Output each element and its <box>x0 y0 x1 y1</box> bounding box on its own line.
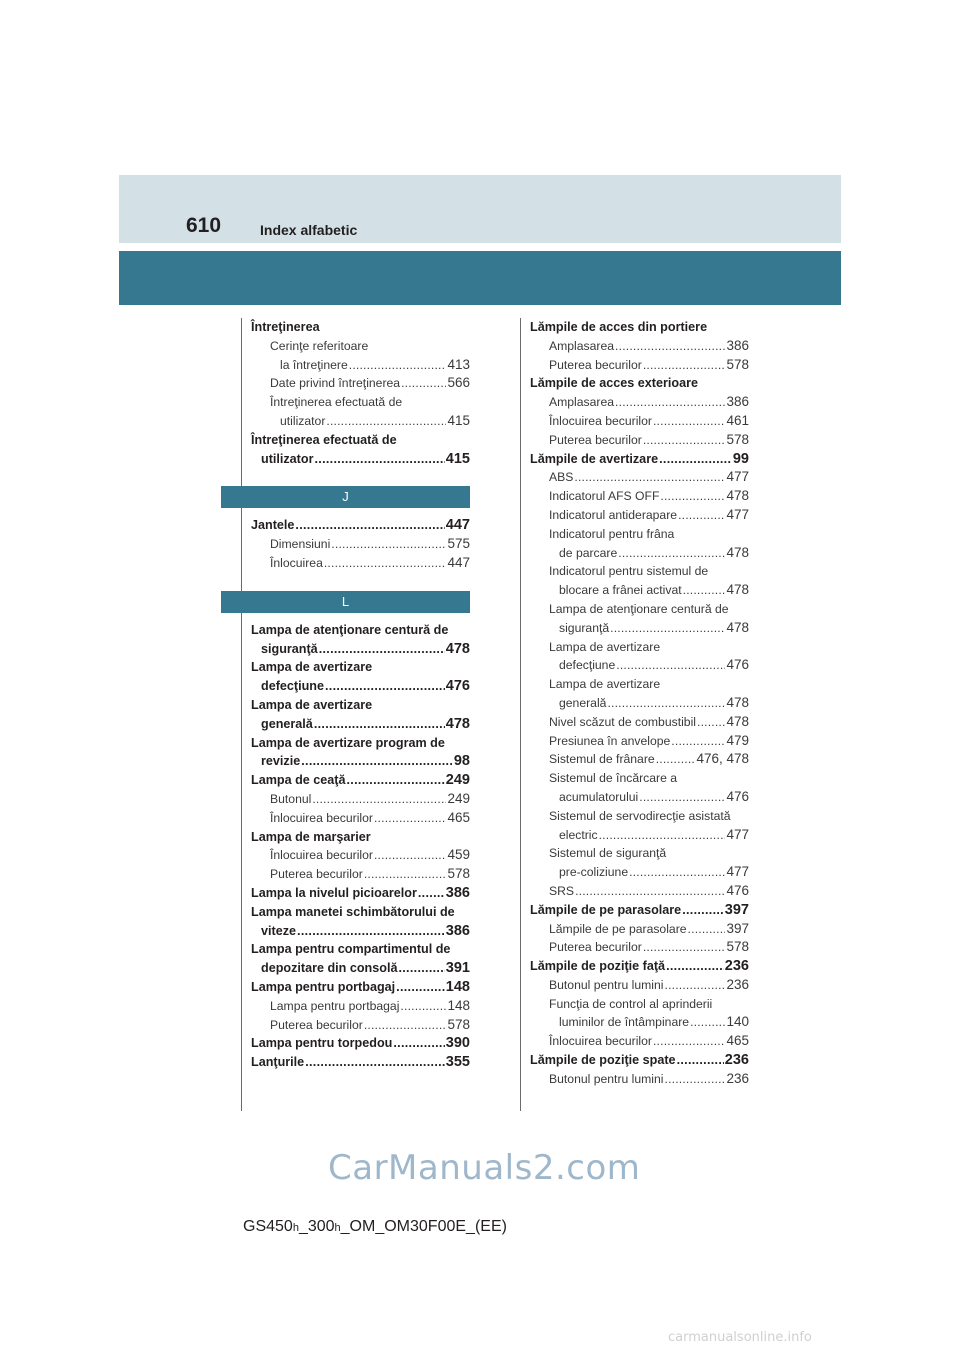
entry-page-ref[interactable]: 459 <box>447 847 470 863</box>
leader-dots <box>660 487 725 506</box>
entry-page-ref[interactable]: 386 <box>726 337 749 353</box>
leader-dots <box>643 938 726 957</box>
index-subentry <box>251 846 470 865</box>
leader-dots <box>607 694 725 713</box>
entry-label: Indicatorul antiderapare <box>549 507 678 522</box>
leader-dots <box>610 619 725 638</box>
entry-label: luminilor de întâmpinare <box>559 1015 690 1030</box>
leader-dots <box>643 356 726 375</box>
leader-dots <box>665 976 726 995</box>
leader-dots <box>297 922 445 941</box>
index-subentry <box>530 694 749 713</box>
index-subheading: Sistemul de servodirecţie asistată <box>549 808 731 823</box>
index-entry <box>251 516 470 535</box>
leader-dots <box>314 450 444 469</box>
entry-label: defecţiune <box>559 658 616 673</box>
leader-dots <box>349 356 447 375</box>
entry-page-ref[interactable]: 236 <box>724 1052 749 1069</box>
entry-page-ref[interactable]: 575 <box>447 536 470 552</box>
index-subheading: Indicatorul pentru frâna <box>549 526 675 541</box>
leader-dots <box>364 1016 447 1035</box>
index-subentry <box>530 788 749 807</box>
entry-label: utilizator <box>280 413 326 428</box>
entry-page-ref[interactable]: 249 <box>447 790 470 806</box>
entry-label: electric <box>559 827 598 842</box>
entry-page-ref[interactable]: 477 <box>726 826 749 842</box>
index-heading: Lămpile de acces din portiere <box>530 320 708 334</box>
index-heading: Lampa de avertizare <box>251 660 373 675</box>
entry-page-ref[interactable]: 478 <box>726 544 749 560</box>
entry-page-ref[interactable]: 249 <box>445 772 470 789</box>
entry-page-ref[interactable]: 478 <box>445 715 470 732</box>
index-subentry <box>530 337 749 356</box>
leader-dots <box>659 450 732 469</box>
entry-label: Înlocuirea becurilor <box>270 848 373 863</box>
leader-dots <box>312 790 446 809</box>
entry-label: Butonul <box>270 791 312 806</box>
index-subentry <box>530 1070 749 1089</box>
entry-label: Puterea becurilor <box>549 940 642 955</box>
entry-label: Date privind întreţinerea <box>270 376 401 391</box>
entry-page-ref[interactable]: 236 <box>726 976 749 992</box>
leader-dots <box>326 412 446 431</box>
entry-label: Înlocuirea becurilor <box>549 413 652 428</box>
entry-label: Lampa de ceaţă <box>251 773 346 788</box>
leader-dots <box>401 374 446 393</box>
index-subentry <box>530 581 749 600</box>
entry-page-ref[interactable]: 478 <box>726 619 749 635</box>
entry-page-ref[interactable]: 477 <box>726 469 749 485</box>
index-subheading: Indicatorul pentru sistemul de <box>549 564 709 579</box>
index-subentry <box>251 1016 470 1035</box>
index-subentry <box>251 356 470 375</box>
index-subentry <box>530 619 749 638</box>
leader-dots <box>314 715 445 734</box>
leader-dots <box>393 1034 444 1053</box>
index-subheading: Lampa de avertizare <box>549 677 661 692</box>
entry-label: Lămpile de avertizare <box>530 451 659 466</box>
index-entry <box>251 922 470 941</box>
leader-dots <box>616 656 725 675</box>
index-subheading: Cerinţe referitoare <box>270 338 369 353</box>
index-heading: Lampa de atenţionare centură de <box>251 622 449 637</box>
index-subentry <box>530 826 749 845</box>
footer-model-suffix: _OM_OM30F00E_(EE) <box>340 1218 507 1235</box>
index-subentry <box>251 790 470 809</box>
entry-page-ref[interactable]: 447 <box>447 554 470 570</box>
index-subentry <box>251 809 470 828</box>
entry-page-ref[interactable]: 476 <box>726 788 749 804</box>
entry-page-ref[interactable]: 476 <box>726 882 749 898</box>
footer-model-prefix: GS450 <box>243 1218 293 1235</box>
index-subentry <box>251 374 470 393</box>
entry-page-ref[interactable]: 386 <box>445 884 470 901</box>
entry-page-ref[interactable]: 413 <box>447 356 470 372</box>
leader-dots <box>599 826 726 845</box>
entry-page-ref[interactable]: 477 <box>726 864 749 880</box>
entry-label: Jantele <box>251 518 295 533</box>
entry-label: Lampa pentru portbagaj <box>270 998 400 1013</box>
entry-label: Indicatorul AFS OFF <box>549 489 660 504</box>
entry-page-ref[interactable]: 578 <box>726 431 749 447</box>
entry-page-ref[interactable]: 148 <box>445 978 470 995</box>
entry-label: revizie <box>261 754 301 769</box>
leader-dots <box>319 640 445 659</box>
entry-page-ref[interactable]: 566 <box>447 375 470 391</box>
index-subentry <box>251 535 470 554</box>
index-entry <box>251 1034 470 1053</box>
index-entry <box>251 884 470 903</box>
leader-dots <box>653 1032 725 1051</box>
leader-dots <box>575 882 725 901</box>
leader-dots <box>347 771 445 790</box>
index-subentry <box>251 554 470 573</box>
leader-dots <box>683 581 726 600</box>
entry-page-ref[interactable]: 578 <box>726 356 749 372</box>
entry-page-ref[interactable]: 355 <box>445 1054 470 1071</box>
entry-label: defecţiune <box>261 679 324 694</box>
entry-page-ref[interactable]: 415 <box>447 412 470 428</box>
page-number: 610 <box>186 214 222 237</box>
leader-dots <box>615 393 725 412</box>
index-subheading: Lampa de atenţionare centură de <box>549 601 729 616</box>
header-band <box>119 175 841 243</box>
left-column-rule <box>241 318 242 1111</box>
entry-label: blocare a frânei activat <box>559 583 682 598</box>
index-subentry <box>530 750 749 769</box>
entry-page-ref[interactable]: 390 <box>445 1035 470 1052</box>
index-entry <box>251 959 470 978</box>
index-column-right <box>530 318 749 1089</box>
index-entry <box>251 771 470 790</box>
index-subheading: Sistemul de încărcare a <box>549 771 678 786</box>
leader-dots <box>574 468 725 487</box>
index-subentry <box>530 468 749 487</box>
index-entry <box>251 640 470 659</box>
footer-model-code <box>243 1218 507 1236</box>
index-heading: Lămpile de acces exterioare <box>530 376 699 391</box>
index-subentry <box>530 356 749 375</box>
leader-dots <box>396 978 445 997</box>
leader-dots <box>615 337 725 356</box>
entry-label: Lămpile de pe parasolare <box>549 921 687 936</box>
entry-page-ref[interactable]: 478 <box>726 694 749 710</box>
entry-label: Înlocuirea becurilor <box>549 1034 652 1049</box>
entry-label: Puterea becurilor <box>270 867 363 882</box>
entry-page-ref[interactable]: 447 <box>445 517 470 534</box>
entry-page-ref[interactable]: 140 <box>726 1014 749 1030</box>
entry-page-ref[interactable]: 478 <box>726 582 749 598</box>
leader-dots <box>690 1013 725 1032</box>
entry-page-ref[interactable]: 476, 478 <box>696 751 749 767</box>
leader-dots <box>688 920 726 939</box>
index-entry <box>530 450 749 469</box>
leader-dots <box>671 732 725 751</box>
entry-page-ref[interactable]: 391 <box>445 960 470 977</box>
entry-label: Lămpile de poziţie spate <box>530 1053 676 1068</box>
index-entry <box>530 901 749 920</box>
index-subentry <box>530 1032 749 1051</box>
leader-dots <box>666 957 724 976</box>
leader-dots <box>639 788 725 807</box>
entry-label: Puterea becurilor <box>549 357 642 372</box>
index-subheading: Lampa de avertizare <box>549 639 661 654</box>
section-band <box>119 251 841 305</box>
index-subentry <box>530 487 749 506</box>
leader-dots <box>301 752 453 771</box>
entry-label: Înlocuirea becurilor <box>270 810 373 825</box>
index-subentry <box>530 976 749 995</box>
entry-page-ref[interactable]: 478 <box>726 713 749 729</box>
page-title: Index alfabetic <box>260 222 358 238</box>
entry-page-ref[interactable]: 397 <box>726 920 749 936</box>
entry-label: ABS <box>549 470 574 485</box>
index-subentry <box>530 656 749 675</box>
entry-page-ref[interactable]: 465 <box>726 1033 749 1049</box>
index-column-left <box>251 318 470 1072</box>
index-entry <box>251 677 470 696</box>
middle-column-rule <box>520 318 521 1111</box>
entry-label: Amplasarea <box>549 395 615 410</box>
entry-label: Lămpile de poziţie faţă <box>530 959 666 974</box>
leader-dots <box>629 863 725 882</box>
entry-page-ref[interactable]: 478 <box>445 640 470 657</box>
leader-dots <box>325 677 445 696</box>
index-subentry <box>530 938 749 957</box>
leader-dots <box>418 884 445 903</box>
entry-page-ref[interactable]: 465 <box>447 809 470 825</box>
entry-page-ref[interactable]: 477 <box>726 506 749 522</box>
index-entry <box>251 715 470 734</box>
index-entry <box>251 752 470 771</box>
leader-dots <box>678 506 725 525</box>
entry-page-ref[interactable]: 98 <box>453 753 470 770</box>
index-subentry <box>251 997 470 1016</box>
entry-page-ref[interactable]: 148 <box>447 997 470 1013</box>
index-subentry <box>530 882 749 901</box>
entry-label: utilizator <box>261 451 314 466</box>
index-subentry <box>530 544 749 563</box>
leader-dots <box>677 1051 724 1070</box>
leader-dots <box>374 846 446 865</box>
entry-label: siguranţă <box>559 620 610 635</box>
index-subentry <box>530 431 749 450</box>
entry-page-ref[interactable]: 578 <box>726 939 749 955</box>
leader-dots <box>656 750 696 769</box>
entry-page-ref[interactable]: 578 <box>447 1016 470 1032</box>
leader-dots <box>398 959 444 978</box>
leader-dots <box>697 713 725 732</box>
entry-label: Butonul pentru lumini <box>549 1071 664 1086</box>
entry-label: Nivel scăzut de combustibil <box>549 714 696 729</box>
index-heading: Lampa de avertizare <box>251 697 373 712</box>
entry-label: Lampa pentru torpedou <box>251 1036 393 1051</box>
watermark-bottom: carmanualsonline.info <box>668 1330 812 1345</box>
entry-page-ref[interactable]: 236 <box>726 1070 749 1086</box>
leader-dots <box>324 554 447 573</box>
entry-page-ref[interactable]: 479 <box>726 732 749 748</box>
entry-page-ref[interactable]: 476 <box>726 657 749 673</box>
entry-page-ref[interactable]: 476 <box>445 678 470 695</box>
index-heading: Lampa manetei schimbătorului de <box>251 904 455 919</box>
index-subentry <box>530 920 749 939</box>
entry-label: depozitare din consolă <box>261 961 398 976</box>
entry-label: pre-coliziune <box>559 865 629 880</box>
leader-dots <box>653 412 725 431</box>
entry-label: generală <box>261 716 313 731</box>
entry-label: generală <box>559 695 607 710</box>
entry-label: Puterea becurilor <box>549 432 642 447</box>
entry-label: Lampa la nivelul picioarelor <box>251 885 417 900</box>
entry-page-ref[interactable]: 415 <box>445 450 470 467</box>
entry-page-ref[interactable]: 461 <box>726 412 749 428</box>
entry-label: viteze <box>261 923 297 938</box>
index-entry <box>251 978 470 997</box>
section-letter: L <box>221 591 470 613</box>
index-subentry <box>530 863 749 882</box>
entry-page-ref[interactable]: 99 <box>732 450 749 467</box>
index-subheading: Funcţia de control al aprinderii <box>549 996 713 1011</box>
index-heading: Întreţinerea <box>251 320 320 334</box>
entry-label: Sistemul de frânare <box>549 752 655 767</box>
index-heading: Lampa de avertizare program de <box>251 735 445 750</box>
entry-label: Dimensiuni <box>270 537 331 552</box>
entry-label: Puterea becurilor <box>270 1017 363 1032</box>
leader-dots <box>682 901 724 920</box>
entry-page-ref[interactable]: 397 <box>724 901 749 918</box>
index-entry <box>251 450 470 469</box>
section-letter: J <box>221 486 470 508</box>
index-subentry <box>251 412 470 431</box>
watermark: CarManuals2.com <box>328 1148 641 1188</box>
leader-dots <box>305 1053 445 1072</box>
leader-dots <box>665 1070 726 1089</box>
index-entry <box>251 1053 470 1072</box>
index-subheading: Întreţinerea efectuată de <box>270 395 403 410</box>
index-entry <box>530 957 749 976</box>
index-heading: Lampa pentru compartimentul de <box>251 942 451 957</box>
entry-page-ref[interactable]: 578 <box>447 866 470 882</box>
index-subentry <box>530 732 749 751</box>
entry-label: Lămpile de pe parasolare <box>530 902 682 917</box>
index-subentry <box>530 1013 749 1032</box>
footer-model-h2: h <box>334 1222 341 1234</box>
index-entry <box>530 1051 749 1070</box>
entry-label: de parcare <box>559 545 618 560</box>
footer-model-mid: _300 <box>298 1218 335 1235</box>
entry-label: Amplasarea <box>549 338 615 353</box>
leader-dots <box>400 997 446 1016</box>
index-subentry <box>530 412 749 431</box>
entry-page-ref[interactable]: 386 <box>445 922 470 939</box>
footer-model-h1: h <box>292 1222 299 1234</box>
entry-label: Presiunea în anvelope <box>549 733 671 748</box>
index-heading: Lampa de marşarier <box>251 829 371 844</box>
index-subheading: Sistemul de siguranţă <box>549 846 667 861</box>
entry-label: siguranţă <box>261 641 318 656</box>
index-heading: Întreţinerea efectuată de <box>251 432 397 447</box>
entry-label: Lampa pentru portbagaj <box>251 979 396 994</box>
entry-page-ref[interactable]: 386 <box>726 394 749 410</box>
entry-page-ref[interactable]: 478 <box>726 488 749 504</box>
entry-label: Butonul pentru lumini <box>549 977 664 992</box>
entry-label: acumulatorului <box>559 789 639 804</box>
index-subentry <box>530 506 749 525</box>
entry-label: Lanţurile <box>251 1055 305 1070</box>
entry-label: la întreţinere <box>280 357 348 372</box>
leader-dots <box>643 431 726 450</box>
index-subentry <box>530 393 749 412</box>
leader-dots <box>374 809 446 828</box>
leader-dots <box>618 544 725 563</box>
leader-dots <box>331 535 446 554</box>
entry-label: SRS <box>549 883 575 898</box>
entry-label: Înlocuirea <box>270 555 323 570</box>
leader-dots <box>295 516 444 535</box>
leader-dots <box>364 865 447 884</box>
index-subentry <box>530 713 749 732</box>
entry-page-ref[interactable]: 236 <box>724 958 749 975</box>
index-subentry <box>251 865 470 884</box>
